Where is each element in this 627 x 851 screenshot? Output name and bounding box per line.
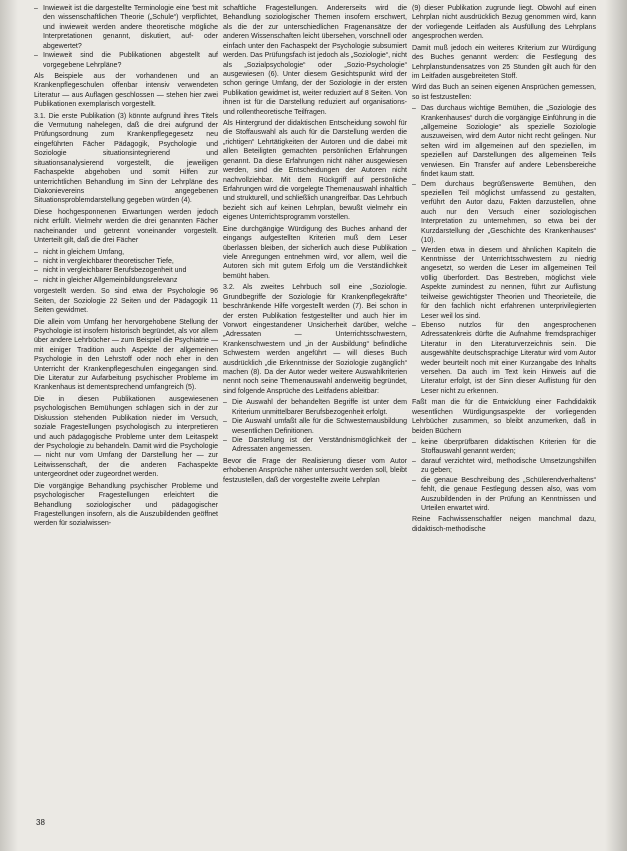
list-item: – Die Darstellung ist der Verständnismöglichkeit der Adressaten angemessen. xyxy=(223,436,407,455)
paragraph: schaftliche Fragestellungen. Andererseits wird die Behandlung soziologischer Themen insofern erschwert, als die der zur unterschiedlichen Fragenansätze der anderen Wissenschaften leicht übersehen, vorschnell oder einfach unter den Fachaspekt der Psychologie subsumiert werden. Das Prüfungsfach ist jedoch als „Soziologie“, nicht als „Sozialpsychologie“ oder „Sozio-Psychologie“ ausgewiesen (6). Unter diesem Gesichtspunkt wird der schon geringe Umfang, der der Soziologie in der ersten Publikation gewidmet ist, weiter reduziert auf 8 Seiten. Von ihnen ist für die Darstellung reduziert auf organisations- und rollentheoretische Teilfragen. xyxy=(223,5,407,116)
paragraph: Als Beispiele aus der vorhandenen und an Krankenpflegeschulen offenbar intensiv verwendeten Literatur — aus Auflagen geschlossen — stehen hier zwei Publikationen exemplarisch vorgestellt. xyxy=(34,72,218,109)
text-column-middle xyxy=(223,4,407,487)
bullet-list xyxy=(34,4,218,70)
list-item: – Inwieweit sind die Publikationen abgestellt auf vorgegebene Lehrpläne? xyxy=(34,51,218,70)
list-item: – Ebenso nutzlos für den angesprochenen Adressatenkreis dürfte die Aufnahme fremdsprachiger Literatur in den Literaturverzeichnis sein. Die ausgewählte deutschsprachige Literatur wird vom Autor weder beurteilt noch mit einer Kurzangabe des Inhalts versehen. Da auch im Text kein Hinweis auf die Literatur erfolgt, ist der Sinn dieser Auflistung für den Leser nicht zu erkennen. xyxy=(412,321,596,396)
list-item: – Das durchaus wichtige Bemühen, die „Soziologie des Krankenhauses“ durch die vorgängige Einführung in die „allgemeine Soziologie“ als spezielle Soziologie auszuweisen, wird dem Autor nicht recht gelingen. Nur selten wird im allgemeinen auf den speziellen, im speziellen auf Darstellungen des allgemeinen Teils verwiesen. Ein Transfer auf andere Lebensbereiche findet kaum statt. xyxy=(412,104,596,179)
paragraph: Eine durchgängige Würdigung des Buches anhand der eingangs aufgestellten Kriterien muß dem Leser überlassen bleiben, der sicherlich auch diese Publikation viele Anregungen entnehmen wird, vor allem, weil die Autoren sich mit gutem Erfolg um die Verständlichkeit bemüht haben. xyxy=(223,225,407,280)
paragraph: Reine Fachwissenschaftler neigen manchmal dazu, didaktisch-methodische xyxy=(412,516,596,533)
list-item: – Die Auswahl umfaßt alle für die Schwesternausbildung wesentlichen Definitionen. xyxy=(223,417,407,436)
bullet-list xyxy=(412,104,596,396)
paragraph: Bevor die Frage der Realisierung dieser vom Autor erhobenen Ansprüche näher untersucht werden soll, bleibt festzustellen, daß der vorgestellte zweite Lehrplan xyxy=(223,457,407,484)
paragraph: Damit muß jedoch ein weiteres Kriterium zur Würdigung des Buches genannt werden: die Festlegung des Lehrplanstundensatzes von 25 Stunden gilt auch für den im Leitfaden ausgebreiteten Stoff. xyxy=(412,44,596,80)
list-item: – nicht in gleicher Allgemeinbildungsrelevanz xyxy=(34,276,218,285)
paragraph: Wird das Buch an seinen eigenen Ansprüchen gemessen, so ist festzustellen: xyxy=(412,84,596,101)
list-item: – Werden etwa in diesem und ähnlichen Kapiteln die Kenntnisse der Unterrichtsschwestern zu niedrig angesetzt, so werden die Leser im allgemeinen Teil völlig überfordert. Das Bestreben, möglichst viele Aspekte zumindest zu nennen, führt zur Auflistung teilweise gewichtigster Theorien und Theorieteile, die für den fachlich nicht erfahrenen unterprivilegierten Leser weil los sind. xyxy=(412,246,596,321)
list-item: – die genaue Beschreibung des „Schülerendverhaltens“ fehlt, die genaue Festlegung dessen also, was vom Auszubildenden in der Prüfung an Kenntnissen und Urteilen erwartet wird. xyxy=(412,476,596,514)
list-item: – Dem durchaus begrüßenswerte Bemühen, den speziellen Teil möglichst umfassend zu gestalten, verführt den Autor dazu, Fakten darzustellen, ohne auch nur den Versuch einer soziologischen Interpretation zu unternehmen, so etwa bei der Kurzdarstellung der „Geschichte des Krankenhauses“ (10). xyxy=(412,180,596,246)
text-column-right xyxy=(412,4,596,536)
paragraph: Die in diesen Publikationen ausgewiesenen psychologischen Bemühungen schlagen sich in der zur Diskussion stehenden Publikation nieder im Versuch, soziale Fragestellungen psychologisch zu interpretieren und auch pädagogische Probleme unter dem Leitaspekt der Psychologie zu behandeln. Damit wird die Psychologie — nicht nur vom Umfang der Darstellung her — zur Leitwissenschaft, der die anderen Fachaspekte untergeordnet oder zugeordnet werden. xyxy=(34,395,218,479)
paragraph: Diese hochgesponnenen Erwartungen werden jedoch nicht erfüllt. Vielmehr werden die drei genannten Fächer nacheinander und getrennt voneinander vorgestellt. Unterteilt gilt, daß die drei Fächer xyxy=(34,208,218,245)
list-item: – Inwieweit ist die dargestellte Terminologie eine 'best mit den wissenschaftlichen Theorie („Schule“) verpflichtet, und inwieweit werden andere theoretische mögliche Interpretationen genannt, diskutiert, auf- oder abgewertet? xyxy=(34,4,218,51)
list-item: – Die Auswahl der behandelten Begriffe ist unter dem Kriterium unmittelbarer Berufsbezogenheit erfolgt. xyxy=(223,398,407,417)
bullet-list xyxy=(412,438,596,513)
paragraph: Die vorgängige Behandlung psychischer Probleme und psychologischer Fragestellungen erleichtert die Behandlung soziologischer und pädagogischer Fragestellungen insofern, als die Auszubildenden geöffnet werden für sozialwissen- xyxy=(34,482,218,528)
paragraph: Die allein vom Umfang her hervorgehobene Stellung der Psychologie ist insofern historisch begründet, als vor allem über andere Lehrbücher — zum Beispiel die Psychiatrie — mit einiger Tradition auch Aspekte der allgemeinen Psychologie in den Lehrstoff oder noch eher in den Unterricht der Krankenpflegeschulen eingegangen sind. Die Literatur zur Aufarbeitung psychischer Probleme im Krankenhaus ist dementsprechend umfangreich (5). xyxy=(34,318,218,392)
paragraph: 3.2. Als zweites Lehrbuch soll eine „Soziologie. Grundbegriffe der Soziologie für Krankenpflegekräfte“ beschränkende Hilfe vorgestellt werden (7). Bei schon in der ersten Publikation festgestellter und auch hier im Vorwort eingestandener Unsicherheit darüber, welche „Adressaten — Unterrichtsschwestern, Krankenschwestern und „in der Ausbildung“ befindliche Schwestern werden angeführt — will dieses Buch ausdrücklich „die Erkenntnisse der Soziologie zugänglich“ machen (8). Da der Autor weder weitere Auswahlkriterien nennt noch seine Themenauswahl anderweitig begründet, sind folgende Ansprüche des Leitfadens ableitbar: xyxy=(223,284,407,395)
bullet-list xyxy=(34,248,218,286)
list-item: – darauf verzichtet wird, methodische Umsetzungshilfen zu geben; xyxy=(412,457,596,476)
paragraph: Faßt man die für die Entwicklung einer Fachdidaktik wesentlichen Würdigungsaspekte der vorliegenden Lehrbücher zusammen, so bleibt anzumerken, daß in beiden Büchern xyxy=(412,399,596,435)
list-item: – nicht in gleichem Umfang, xyxy=(34,248,218,257)
list-item: – nicht in vergleichbarer Berufsbezogenheit und xyxy=(34,266,218,275)
paragraph: vorgestellt werden. So sind etwa der Psychologie 96 Seiten, der Soziologie 22 Seiten und der Pädagogik 11 Seiten gewidmet. xyxy=(34,288,218,315)
page-edge-shadow-right xyxy=(605,0,627,851)
list-item: – nicht in vergleichbarer theoretischer Tiefe, xyxy=(34,257,218,266)
text-column-left xyxy=(34,4,218,531)
paragraph: (9) dieser Publikation zugrunde liegt. Obwohl auf einen Lehrplan nicht ausdrücklich Bezug genommen wird, kann der vorliegende Leitfaden als Ausfüllung des Lehrplans angesprochen werden. xyxy=(412,5,596,41)
paragraph: Als Hintergrund der didaktischen Entscheidung sowohl für die Stoffauswahl als auch für die Darstellung werden die „richtigen“ Lehrtätigkeiten der Autoren und die dabei mit allen Beteiligten gemachten persönlichen Erfahrungen genannt. Da diese Erfahrungen nicht näher ausgewiesen werden, sind die Entscheidungen der Autoren nicht nachvollziehbar. Mit dem Rückgriff auf persönliche Erfahrungen wird die vorgelegte Themenauswahl inhaltlich und strukturell, und schließlich unangreifbar. Das Lehrbuch bezieht sich auf keinen Lehrplan, bewußt vielmehr ein eigenes Unterrichtsprogramm vorstellen. xyxy=(223,120,407,222)
list-item: – keine überprüfbaren didaktischen Kriterien für die Stoffauswahl genannt werden; xyxy=(412,438,596,457)
bullet-list xyxy=(223,398,407,455)
page-edge-shadow-left xyxy=(0,0,18,851)
paragraph: 3.1. Die erste Publikation (3) könnte aufgrund ihres Titels die Vermutung nahelegen, daß die drei aufgrund der Prüfungsordnung zum Krankenpflegegesetz neu eingeführten Fächer Pädagogik, Psychologie und Soziologie situationsintegrierend und situationsanalysierend vorgestellt, die jeweiligen Fachaspekte abgehoben und somit Hilfen zur unterrichtlichen Behandlung im Sinn der Lehrpläne des Diakonievereins angegebenen Situationsproblemdarstellung gegeben würden (4). xyxy=(34,112,218,205)
page-number: 38 xyxy=(36,818,45,827)
